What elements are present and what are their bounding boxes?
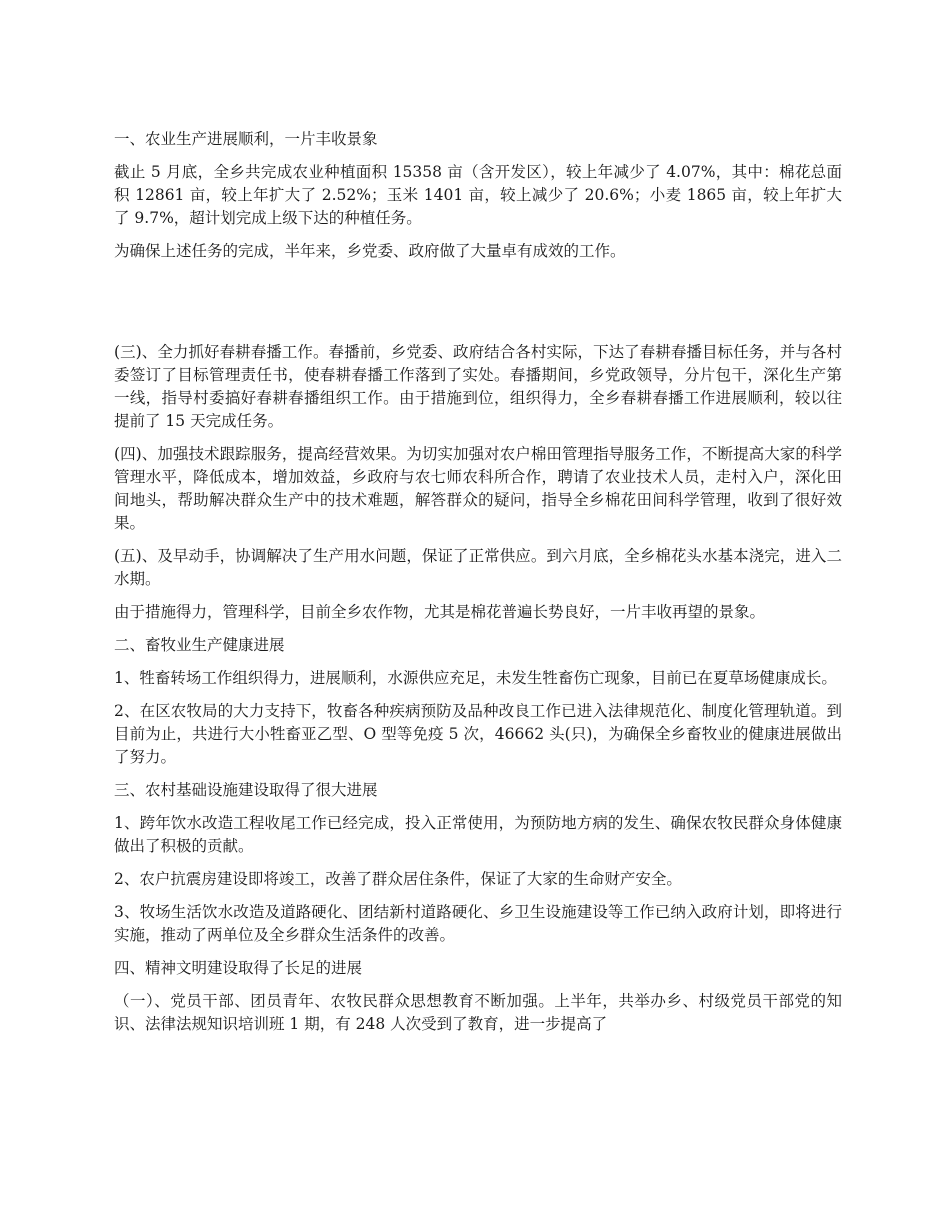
paragraph-water-supply: (五)、及早动手，协调解决了生产用水问题，保证了正常供应。到六月底，全乡棉花头水基本浇完，进入二水期。 [114,547,842,588]
section-heading-civilization: 四、精神文明建设取得了长足的进展 [114,959,363,977]
paragraph-disease-prevention: 2、在区农牧局的大力支持下，牧畜各种疾病预防及品种改良工作已进入法律规范化、制度化管理轨道。到目前为止，共进行大小牲畜亚乙型、O 型等免疫 5 次，46662 头(只)，为确保全乡畜牧业的健康进展做出了努力。 [114,702,842,766]
paragraph-task-assurance: 为确保上述任务的完成，半年来，乡党委、政府做了大量卓有成效的工作。 [114,242,626,260]
paragraph-livestock-transfer: 1、牲畜转场工作组织得力，进展顺利，水源供应充足，未发生牲畜伤亡现象，目前已在夏草场健康成长。 [114,669,837,687]
paragraph-planting-area: 截止 5 月底，全乡共完成农业种植面积 15358 亩（含开发区），较上年减少了 4.07%，其中：棉花总面积 12861 亩，较上年扩大了 2.52%；玉米 1401 亩，较上减少了 20.6%；小麦 1865 亩，较上年扩大了 9.7%，超计划完成上级下达的种植任务。 [114,163,842,227]
paragraph-crop-outlook: 由于措施得力，管理科学，目前全乡农作物，尤其是棉花普遍长势良好，一片丰收再望的景象。 [114,603,766,621]
paragraph-spring-sowing: (三)、全力抓好春耕春播工作。春播前，乡党委、政府结合各村实际，下达了春耕春播目标任务，并与各村委签订了目标管理责任书，使春耕春播工作落到了实处。春播期间，乡党政领导，分片包干，深化生产第一线，指导村委搞好春耕春播组织工作。由于措施到位，组织得力，全乡春耕春播工作进展顺利，较以往提前了 15 天完成任务。 [114,343,842,430]
document-body [114,128,842,1046]
section-heading-infrastructure: 三、农村基础设施建设取得了很大进展 [114,781,378,799]
section-heading-agriculture: 一、农业生产进展顺利，一片丰收景象 [114,130,378,148]
section-heading-livestock: 二、畜牧业生产健康进展 [114,636,285,654]
paragraph-drinking-water: 1、跨年饮水改造工程收尾工作已经完成，投入正常使用，为预防地方病的发生、确保农牧民群众身体健康做出了积极的贡献。 [114,814,842,855]
paragraph-road-hardening: 3、牧场生活饮水改造及道路硬化、团结新村道路硬化、乡卫生设施建设等工作已纳入政府计划，即将进行实施，推动了两单位及全乡群众生活条件的改善。 [114,903,842,944]
paragraph-earthquake-housing: 2、农户抗震房建设即将竣工，改善了群众居住条件，保证了大家的生命财产安全。 [114,870,682,888]
blank-gap [114,273,842,341]
paragraph-technical-service: (四)、加强技术跟踪服务，提高经营效果。为切实加强对农户棉田管理指导服务工作，不断提高大家的科学管理水平，降低成本，增加效益，乡政府与农七师农科所合作，聘请了农业技术人员，走村入户，深化田间地头，帮助解决群众生产中的技术难题，解答群众的疑问，指导全乡棉花田间科学管理，收到了很好效果。 [114,445,842,532]
paragraph-ideological-education: （一）、党员干部、团员青年、农牧民群众思想教育不断加强。上半年，共举办乡、村级党员干部党的知识、法律法规知识培训班 1 期，有 248 人次受到了教育，进一步提高了 [114,992,842,1033]
